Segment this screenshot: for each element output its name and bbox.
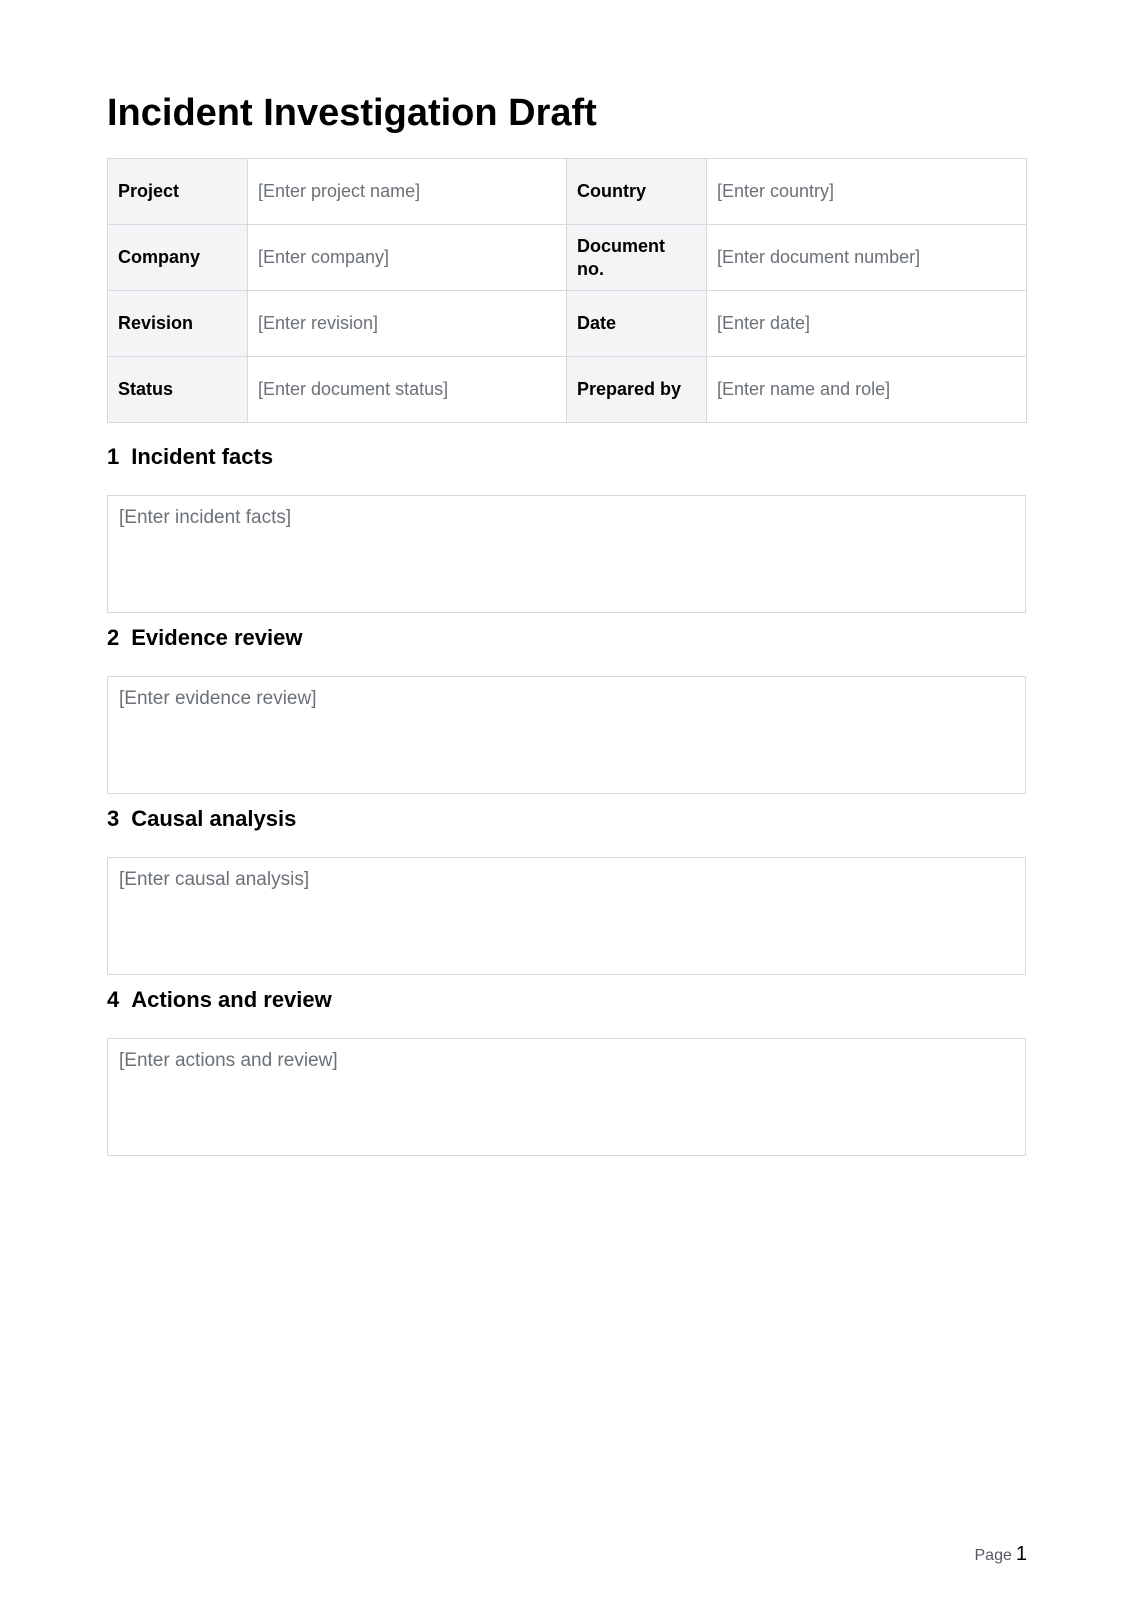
- project-label: Project: [108, 159, 248, 225]
- section-title: Actions and review: [131, 987, 332, 1012]
- section-title: Evidence review: [131, 625, 303, 650]
- revision-field[interactable]: [Enter revision]: [248, 291, 567, 357]
- evidence-review-field[interactable]: [Enter evidence review]: [107, 676, 1026, 794]
- section-number: 4: [107, 987, 120, 1012]
- page-number: 1: [1015, 1543, 1027, 1565]
- section-heading-actions-and-review: [107, 986, 332, 1014]
- section-number: 2: [107, 625, 120, 650]
- status-field[interactable]: [Enter document status]: [248, 357, 567, 423]
- section-number: 1: [107, 444, 120, 469]
- page-label: Page: [974, 1547, 1012, 1564]
- prepared-by-label: Prepared by: [567, 357, 707, 423]
- info-row-project: [108, 159, 1027, 225]
- revision-label: Revision: [108, 291, 248, 357]
- country-label: Country: [567, 159, 707, 225]
- section-heading-incident-facts: [107, 443, 273, 471]
- document-number-label: Document no.: [567, 225, 707, 291]
- project-field[interactable]: [Enter project name]: [248, 159, 567, 225]
- page-footer: [975, 1543, 1028, 1566]
- country-field[interactable]: [Enter country]: [707, 159, 1027, 225]
- section-title: Incident facts: [131, 444, 274, 469]
- causal-analysis-field[interactable]: [Enter causal analysis]: [107, 857, 1026, 975]
- document-info-table: [107, 158, 1027, 423]
- info-row-company: [108, 225, 1027, 291]
- company-field[interactable]: [Enter company]: [248, 225, 567, 291]
- date-field[interactable]: [Enter date]: [707, 291, 1027, 357]
- actions-and-review-field[interactable]: [Enter actions and review]: [107, 1038, 1026, 1156]
- date-label: Date: [567, 291, 707, 357]
- incident-facts-field[interactable]: [Enter incident facts]: [107, 495, 1026, 613]
- document-number-field[interactable]: [Enter document number]: [707, 225, 1027, 291]
- section-heading-evidence-review: [107, 624, 302, 652]
- status-label: Status: [108, 357, 248, 423]
- info-row-revision: [108, 291, 1027, 357]
- section-heading-causal-analysis: [107, 805, 296, 833]
- company-label: Company: [108, 225, 248, 291]
- section-title: Causal analysis: [131, 806, 297, 831]
- section-number: 3: [107, 806, 120, 831]
- document-title: Incident Investigation Draft: [107, 92, 597, 134]
- prepared-by-field[interactable]: [Enter name and role]: [707, 357, 1027, 423]
- info-row-status: [108, 357, 1027, 423]
